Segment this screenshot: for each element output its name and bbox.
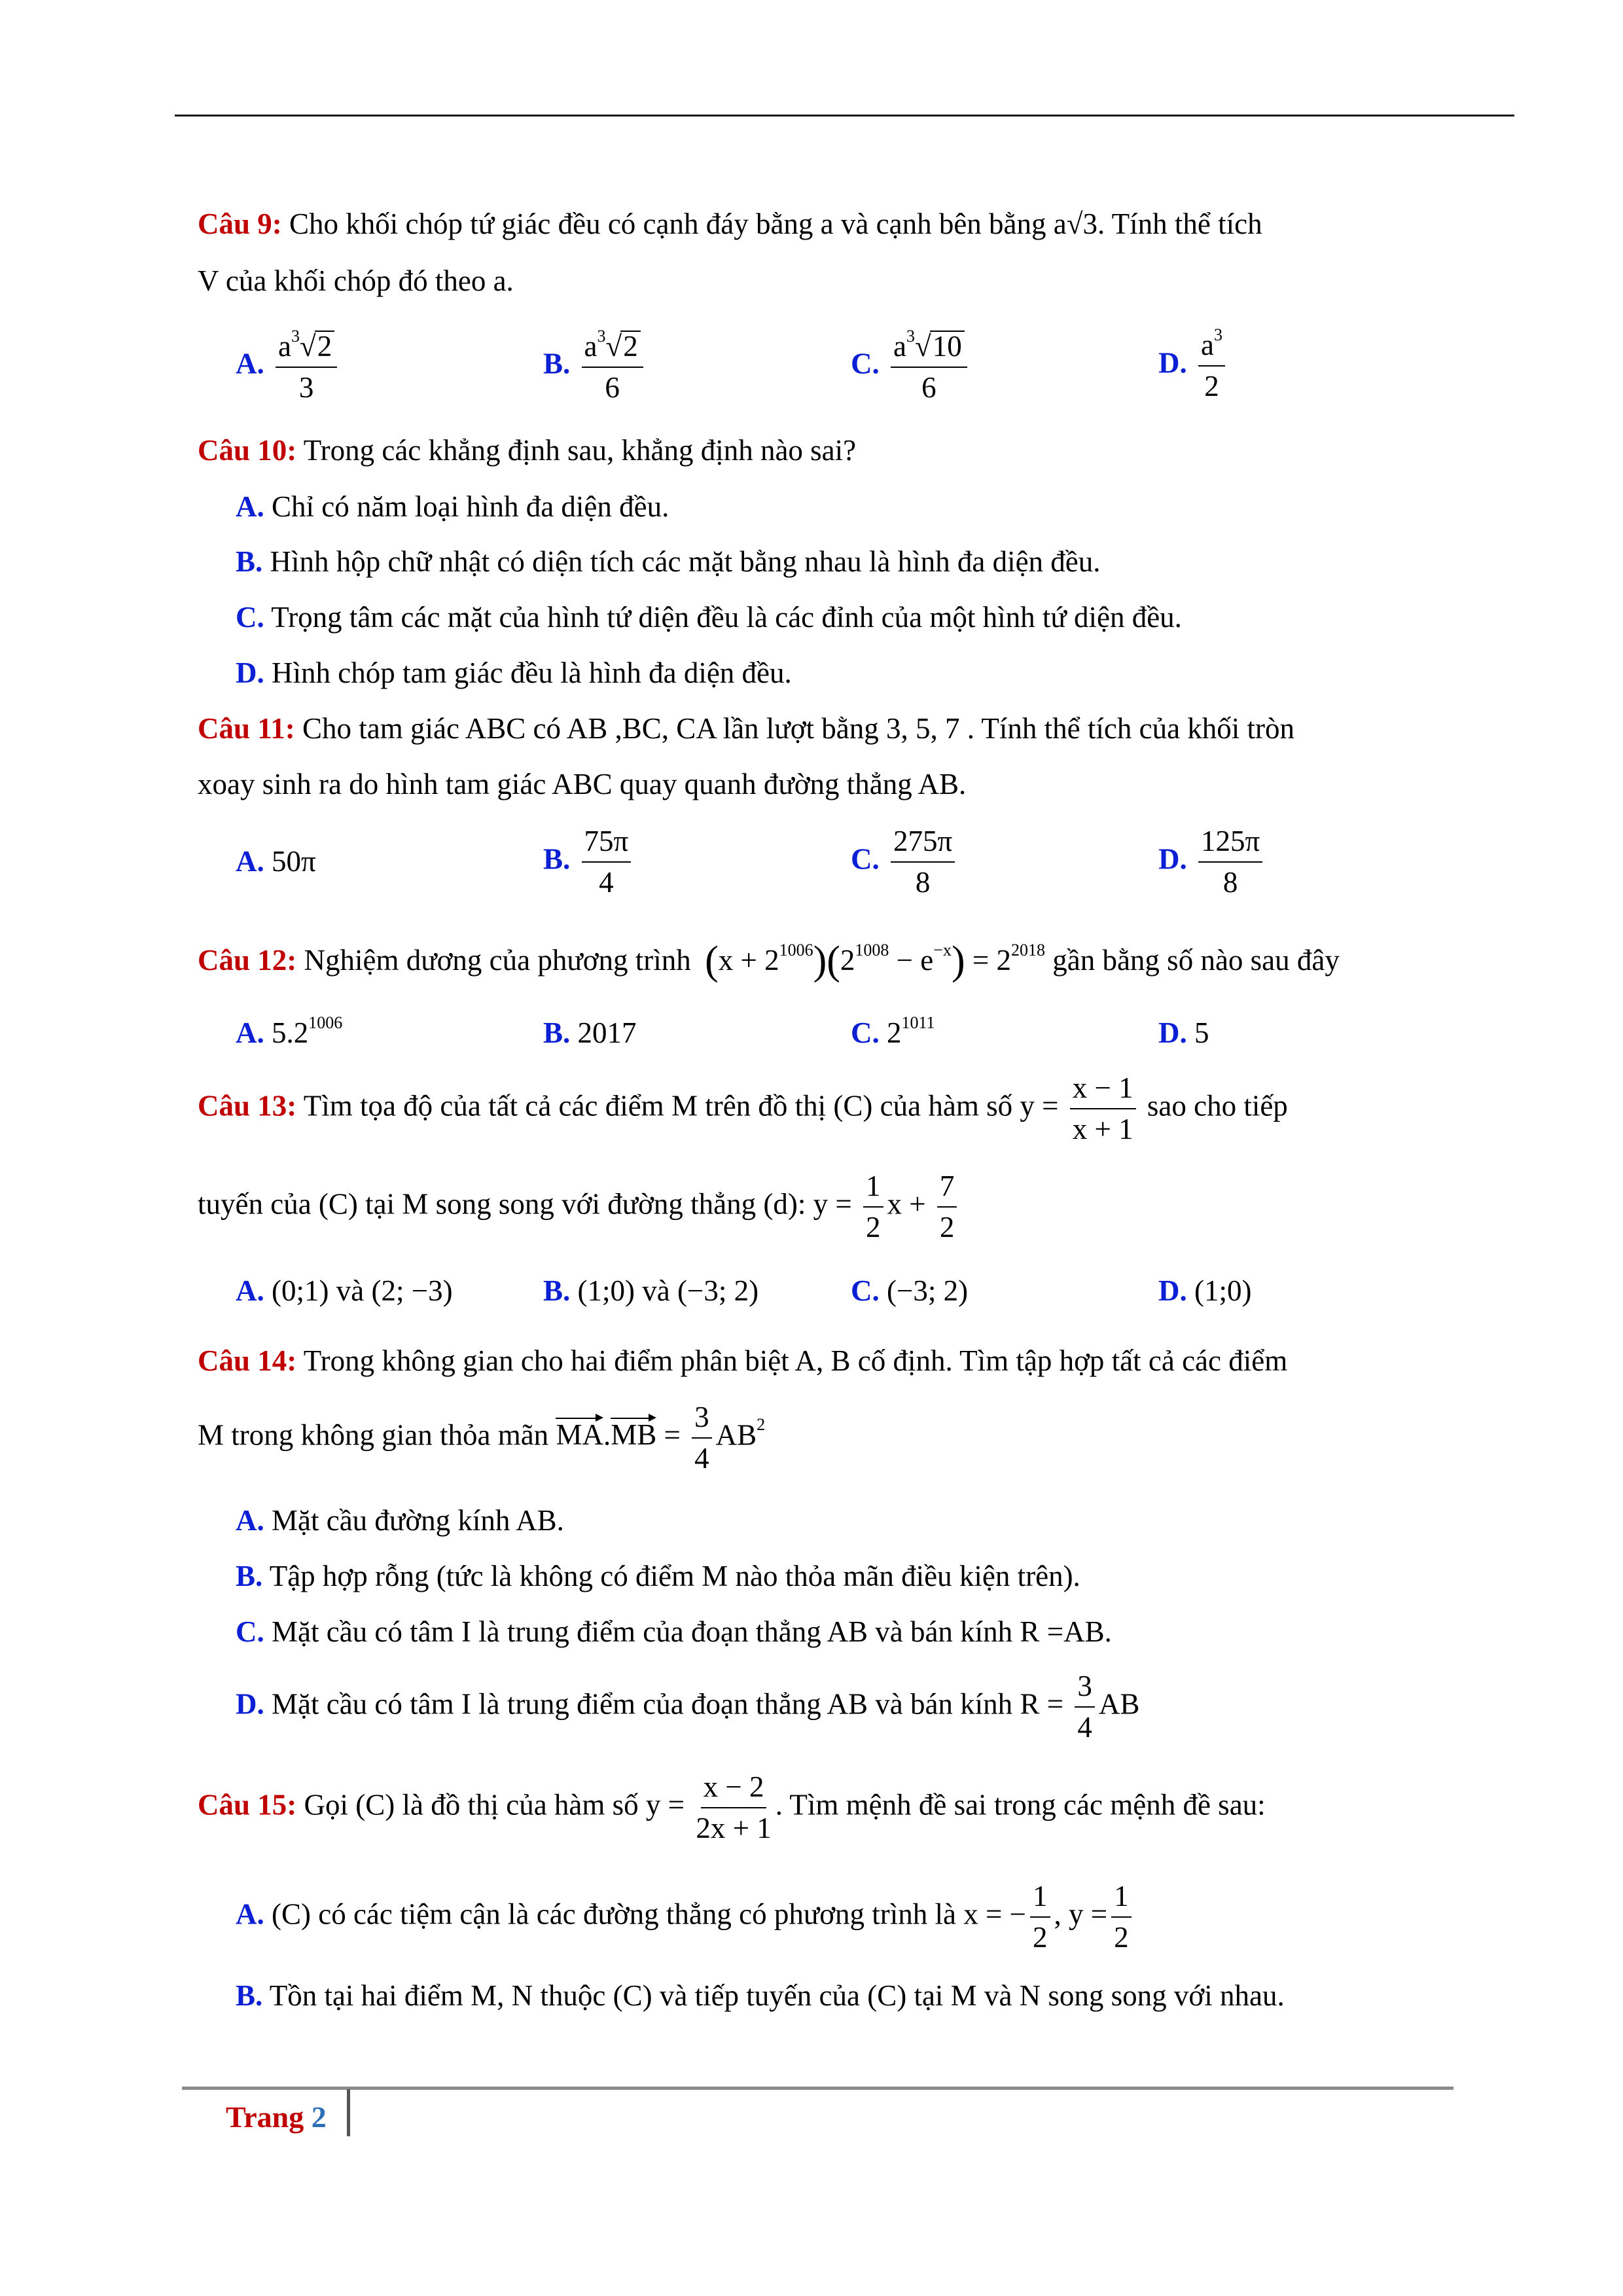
fraction: $\frac{x - 1}{x + 1}$ <box>1070 1073 1136 1144</box>
question-13: Câu 13: Tìm tọa độ của tất cả các điểm M trên đồ thị (C) của hàm số y = $\frac{x - 1}{x + 1}$ sao cho tiếp <box>198 1071 1288 1145</box>
q14-option-c[interactable]: C. Mặt cầu có tâm I là trung điểm của đoạn thẳng AB và bán kính R =AB. <box>236 1615 1112 1648</box>
q11-option-c[interactable]: C. $\frac{275\pi}{8}$ <box>851 827 959 897</box>
vector-mb: MB <box>611 1418 657 1452</box>
q14-option-a[interactable]: A. Mặt cầu đường kính AB. <box>236 1504 564 1537</box>
q13-option-b[interactable]: B. (1;0) và (−3; 2) <box>543 1274 759 1307</box>
question-12: Câu 12: Nghiệm dương của phương trình $(x + 2^{1006})(2^{1008} - e^{-x}) = 2^{2018}$ gần bằng số nào sau đây <box>198 939 1340 983</box>
fraction: $\frac{125\pi}{8}$ <box>1198 827 1262 897</box>
q10-option-b[interactable]: B. Hình hộp chữ nhật có diện tích các mặt bằng nhau là hình đa diện đều. <box>236 545 1101 578</box>
fraction: $\frac{275\pi}{8}$ <box>891 827 955 897</box>
vector-ma: MA <box>556 1418 603 1452</box>
question-10: Câu 10: Trong các khẳng định sau, khẳng định nào sai? <box>198 434 857 467</box>
q12-option-a[interactable]: A. $5.2^{1006}$ <box>236 1013 343 1049</box>
equation: $(x + 2^{1006})(2^{1008} - e^{-x}) = 2^{2018}$ <box>705 939 1045 983</box>
fraction: $\frac{1}{2}$ <box>1111 1882 1132 1952</box>
q12-option-b[interactable]: B. 2017 <box>543 1016 637 1049</box>
q15-option-a[interactable]: A. (C) có các tiệm cận là các đường thẳng có phương trình là x = − $\frac{1}{2}$ , y = $\frac{1}{2}$ <box>236 1882 1135 1952</box>
q14-option-d[interactable]: D. Mặt cầu có tâm I là trung điểm của đoạn thẳng AB và bán kính R = $\frac{3}{4}$ AB <box>236 1670 1140 1744</box>
footer-divider <box>347 2089 350 2136</box>
footer-rule <box>182 2087 1454 2090</box>
question-14-line2: M trong không gian thỏa mãn MA.MB = $\frac{3}{4}$ $AB^2$ <box>198 1401 766 1475</box>
question-14: Câu 14: Trong không gian cho hai điểm phân biệt A, B cố định. Tìm tập hợp tất cả các điểm <box>198 1344 1288 1377</box>
q15-option-b[interactable]: B. Tồn tại hai điểm M, N thuộc (C) và tiếp tuyến của (C) tại M và N song song với nhau. <box>236 1979 1285 2012</box>
q11-option-a[interactable]: A. 50π <box>236 845 316 878</box>
fraction: $\frac{7}{2}$ <box>937 1172 957 1242</box>
fraction: $\frac{75\pi}{4}$ <box>582 827 632 897</box>
q13-option-c[interactable]: C. (−3; 2) <box>851 1274 969 1307</box>
q9-option-a[interactable]: A. $\frac{a^3√2}{3}$ <box>236 331 341 403</box>
question-13-line2: tuyến của (C) tại M song song với đường thẳng (d): y = $\frac{1}{2}$ x + $\frac{7}{2}$ <box>198 1172 961 1242</box>
page-number: 2 <box>311 2100 327 2134</box>
q11-option-b[interactable]: B. $\frac{75\pi}{4}$ <box>543 827 635 897</box>
question-11-line2: xoay sinh ra do hình tam giác ABC quay quanh đường thẳng AB. <box>198 768 967 800</box>
q11-option-d[interactable]: D. $\frac{125\pi}{8}$ <box>1158 827 1266 897</box>
question-9: Câu 9: Cho khối chóp tứ giác đều có cạnh đáy bằng a và cạnh bên bằng a√3. Tính thể tích <box>198 207 1262 240</box>
q9-option-d[interactable]: D. $\frac{a^3}{2}$ <box>1158 331 1229 401</box>
question-11: Câu 11: Cho tam giác ABC có AB ,BC, CA lần lượt bằng 3, 5, 7 . Tính thể tích của khối tròn <box>198 712 1295 745</box>
fraction: $\frac{a^3√2}{3}$ <box>276 331 337 403</box>
q9-option-b[interactable]: B. $\frac{a^3√2}{6}$ <box>543 331 647 403</box>
header-rule <box>175 115 1514 117</box>
fraction: $\frac{1}{2}$ <box>1030 1882 1050 1952</box>
fraction: $\frac{1}{2}$ <box>863 1172 883 1242</box>
q10-option-a[interactable]: A. Chỉ có năm loại hình đa diện đều. <box>236 490 669 523</box>
fraction: $\frac{3}{4}$ <box>1075 1672 1095 1742</box>
q14-option-b[interactable]: B. Tập hợp rỗng (tức là không có điểm M nào thỏa mãn điều kiện trên). <box>236 1560 1080 1592</box>
fraction: $\frac{a^3√10}{6}$ <box>891 331 967 403</box>
q9-option-c[interactable]: C. $\frac{a^3√10}{6}$ <box>851 331 971 403</box>
q13-option-d[interactable]: D. (1;0) <box>1158 1274 1252 1307</box>
q10-option-c[interactable]: C. Trọng tâm các mặt của hình tứ diện đều là các đỉnh của một hình tứ diện đều. <box>236 601 1182 634</box>
q12-option-c[interactable]: C. $2^{1011}$ <box>851 1013 935 1049</box>
fraction: $\frac{3}{4}$ <box>692 1403 712 1473</box>
q12-option-d[interactable]: D. 5 <box>1158 1016 1209 1049</box>
fraction: $\frac{a^3}{2}$ <box>1198 331 1225 401</box>
q13-option-a[interactable]: A. (0;1) và (2; −3) <box>236 1274 453 1307</box>
page-footer: Trang 2 <box>226 2100 327 2134</box>
q10-option-d[interactable]: D. Hình chóp tam giác đều là hình đa diện đều. <box>236 656 792 689</box>
fraction: $\frac{x - 2}{2x + 1}$ <box>696 1770 772 1844</box>
question-9-line2: V của khối chóp đó theo a. <box>198 264 514 297</box>
fraction: $\frac{a^3√2}{6}$ <box>582 331 643 403</box>
question-15: Câu 15: Gọi (C) là đồ thị của hàm số y = $\frac{x - 2}{2x + 1}$ . Tìm mệnh đề sai trong các mệnh đề sau: <box>198 1770 1266 1844</box>
